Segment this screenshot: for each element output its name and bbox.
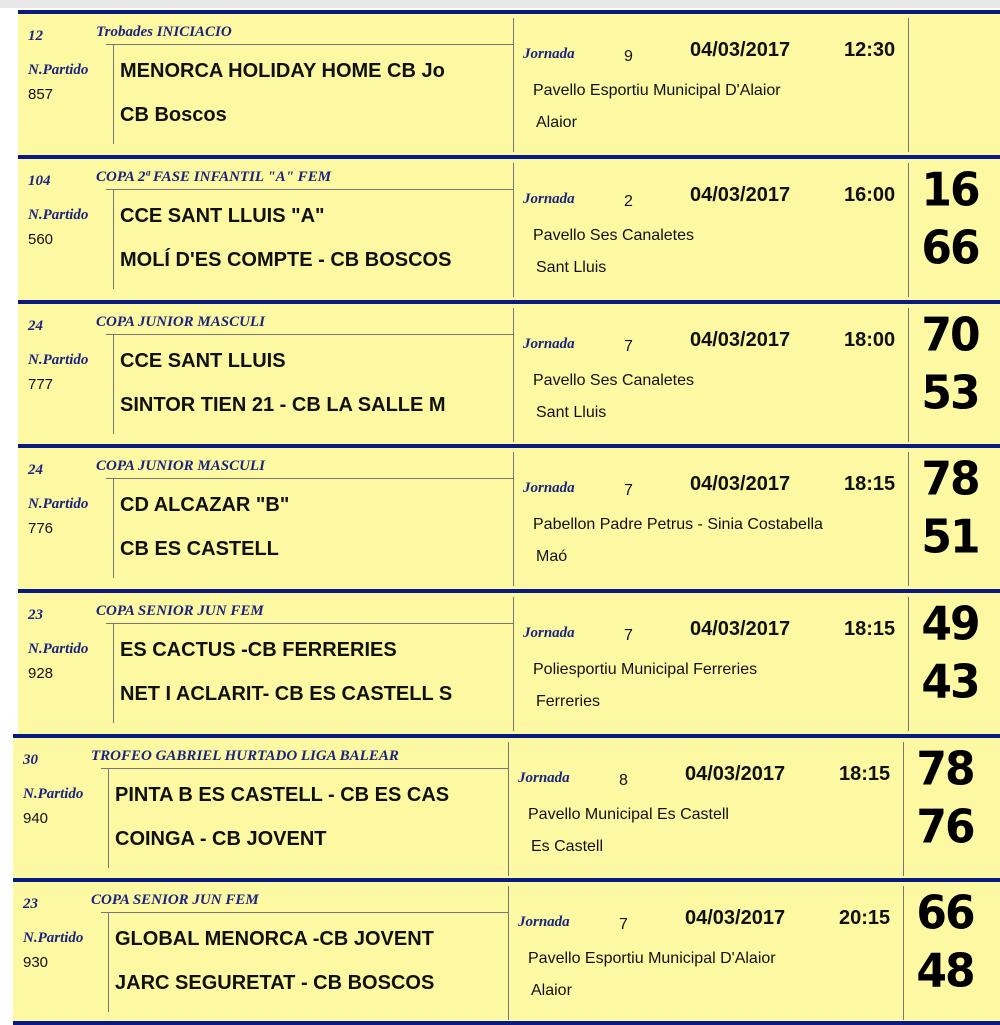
competition-code: 24 [28, 318, 43, 334]
divider [908, 163, 909, 297]
match-number-label: N.Partido [23, 786, 84, 802]
match-time: 12:30 [844, 39, 896, 61]
away-score: 48 [916, 944, 974, 999]
divider [108, 768, 109, 868]
venue: Pavello Esportiu Municipal D'Alaior [533, 82, 781, 99]
match-number-label: N.Partido [23, 930, 84, 946]
home-team: GLOBAL MENORCA -CB JOVENT [115, 928, 434, 950]
competition-name: COPA SENIOR JUN FEM [96, 603, 264, 619]
home-score: 78 [921, 452, 979, 507]
venue: Pavello Ses Canaletes [533, 227, 694, 244]
divider [108, 912, 109, 1012]
jornada-number: 9 [624, 48, 633, 65]
home-score: 66 [916, 886, 974, 941]
jornada-number: 2 [624, 193, 633, 210]
competition-name: COPA 2ª FASE INFANTIL "A" FEM [96, 169, 332, 185]
jornada-number: 8 [619, 772, 628, 789]
match-date: 04/03/2017 [690, 39, 791, 61]
match-time: 16:00 [844, 184, 896, 206]
match-date: 04/03/2017 [685, 763, 786, 785]
jornada-number: 7 [624, 482, 633, 499]
home-team: CCE SANT LLUIS "A" [120, 205, 325, 227]
venue: Pavello Municipal Es Castell [528, 806, 729, 823]
match-date: 04/03/2017 [690, 329, 791, 351]
venue: Pavello Esportiu Municipal D'Alaior [528, 950, 776, 967]
divider [908, 597, 909, 731]
match-time: 20:15 [839, 907, 891, 929]
home-team: ES CACTUS -CB FERRERIES [120, 639, 397, 661]
divider [113, 623, 114, 723]
divider [106, 623, 513, 624]
venue: Pabellon Padre Petrus - Sinia Costabella [533, 516, 823, 533]
divider [513, 308, 514, 442]
home-team: CCE SANT LLUIS [120, 350, 286, 372]
match-card [18, 10, 1000, 155]
home-team: PINTA B ES CASTELL - CB ES CAS [115, 784, 450, 806]
away-team: SINTOR TIEN 21 - CB LA SALLE M [120, 394, 446, 416]
competition-name: COPA SENIOR JUN FEM [91, 892, 259, 908]
divider [513, 163, 514, 297]
home-score: 78 [916, 742, 974, 797]
competition-code: 24 [28, 462, 43, 478]
away-team: CB Boscos [120, 104, 227, 126]
match-time: 18:15 [844, 473, 896, 495]
divider [508, 886, 509, 1020]
town: Alaior [536, 114, 577, 131]
away-team: NET I ACLARIT- CB ES CASTELL S [120, 683, 453, 705]
match-card [18, 589, 1000, 734]
match-card [13, 878, 1000, 1023]
divider [106, 478, 513, 479]
match-card [18, 444, 1000, 589]
divider [113, 44, 114, 144]
town: Sant Lluis [536, 259, 607, 276]
match-number: 560 [28, 231, 54, 248]
match-number-label: N.Partido [28, 352, 89, 368]
competition-code: 12 [28, 28, 43, 44]
away-score: 76 [916, 800, 974, 855]
jornada-label: Jornada [523, 191, 575, 207]
competition-name: COPA JUNIOR MASCULI [96, 314, 265, 330]
venue: Pavello Ses Canaletes [533, 372, 694, 389]
jornada-label: Jornada [523, 46, 575, 62]
town: Alaior [531, 982, 572, 999]
jornada-label: Jornada [523, 625, 575, 641]
jornada-number: 7 [624, 338, 633, 355]
divider [106, 44, 513, 45]
jornada-label: Jornada [523, 480, 575, 496]
town: Maó [536, 548, 568, 565]
home-team: MENORCA HOLIDAY HOME CB Jo [120, 60, 445, 82]
match-number: 930 [23, 954, 49, 971]
jornada-number: 7 [624, 627, 633, 644]
divider [106, 189, 513, 190]
divider [113, 478, 114, 578]
match-number: 928 [28, 665, 54, 682]
away-team: CB ES CASTELL [120, 538, 279, 560]
venue: Poliesportiu Municipal Ferreries [533, 661, 758, 678]
divider [513, 597, 514, 731]
home-score: 70 [921, 308, 979, 363]
match-number-label: N.Partido [28, 207, 89, 223]
town: Sant Lluis [536, 404, 607, 421]
match-date: 04/03/2017 [690, 184, 791, 206]
match-card [13, 734, 1000, 879]
divider [113, 189, 114, 289]
home-score: 49 [921, 597, 979, 652]
competition-name: TROFEO GABRIEL HURTADO LIGA BALEAR [91, 748, 399, 764]
match-time: 18:00 [844, 329, 896, 351]
match-number-label: N.Partido [28, 496, 89, 512]
divider [903, 742, 904, 876]
home-score: 16 [921, 163, 979, 218]
match-number-label: N.Partido [28, 641, 89, 657]
competition-name: Trobades INICIACIO [96, 24, 232, 40]
divider [13, 1021, 1000, 1025]
competition-name: COPA JUNIOR MASCULI [96, 458, 265, 474]
divider [903, 886, 904, 1020]
away-score: 53 [921, 366, 979, 421]
divider [908, 452, 909, 586]
away-score: 43 [921, 655, 979, 710]
divider [513, 18, 514, 152]
match-number: 857 [28, 86, 54, 103]
divider [508, 742, 509, 876]
town: Es Castell [531, 838, 604, 855]
match-number: 777 [28, 376, 54, 393]
competition-code: 30 [23, 752, 38, 768]
home-team: CD ALCAZAR "B" [120, 494, 290, 516]
match-card [18, 300, 1000, 445]
browser-strip [0, 0, 1000, 8]
match-date: 04/03/2017 [690, 618, 791, 640]
jornada-label: Jornada [523, 336, 575, 352]
town: Ferreries [536, 693, 601, 710]
divider [106, 334, 513, 335]
divider [513, 452, 514, 586]
match-number: 776 [28, 520, 54, 537]
competition-code: 23 [23, 896, 38, 912]
away-team: COINGA - CB JOVENT [115, 828, 327, 850]
jornada-number: 7 [619, 916, 628, 933]
jornada-label: Jornada [518, 914, 570, 930]
match-card [18, 155, 1000, 300]
away-team: JARC SEGURETAT - CB BOSCOS [115, 972, 435, 994]
match-number-label: N.Partido [28, 62, 89, 78]
match-time: 18:15 [839, 763, 891, 785]
match-date: 04/03/2017 [685, 907, 786, 929]
divider [113, 334, 114, 434]
divider [101, 912, 508, 913]
match-time: 18:15 [844, 618, 896, 640]
away-team: MOLÍ D'ES COMPTE - CB BOSCOS [120, 249, 452, 271]
away-score: 66 [921, 221, 979, 276]
divider [908, 18, 909, 152]
competition-code: 104 [28, 173, 51, 189]
jornada-label: Jornada [518, 770, 570, 786]
match-number: 940 [23, 810, 49, 827]
match-date: 04/03/2017 [690, 473, 791, 495]
divider [101, 768, 508, 769]
divider [908, 308, 909, 442]
competition-code: 23 [28, 607, 43, 623]
away-score: 51 [921, 510, 979, 565]
